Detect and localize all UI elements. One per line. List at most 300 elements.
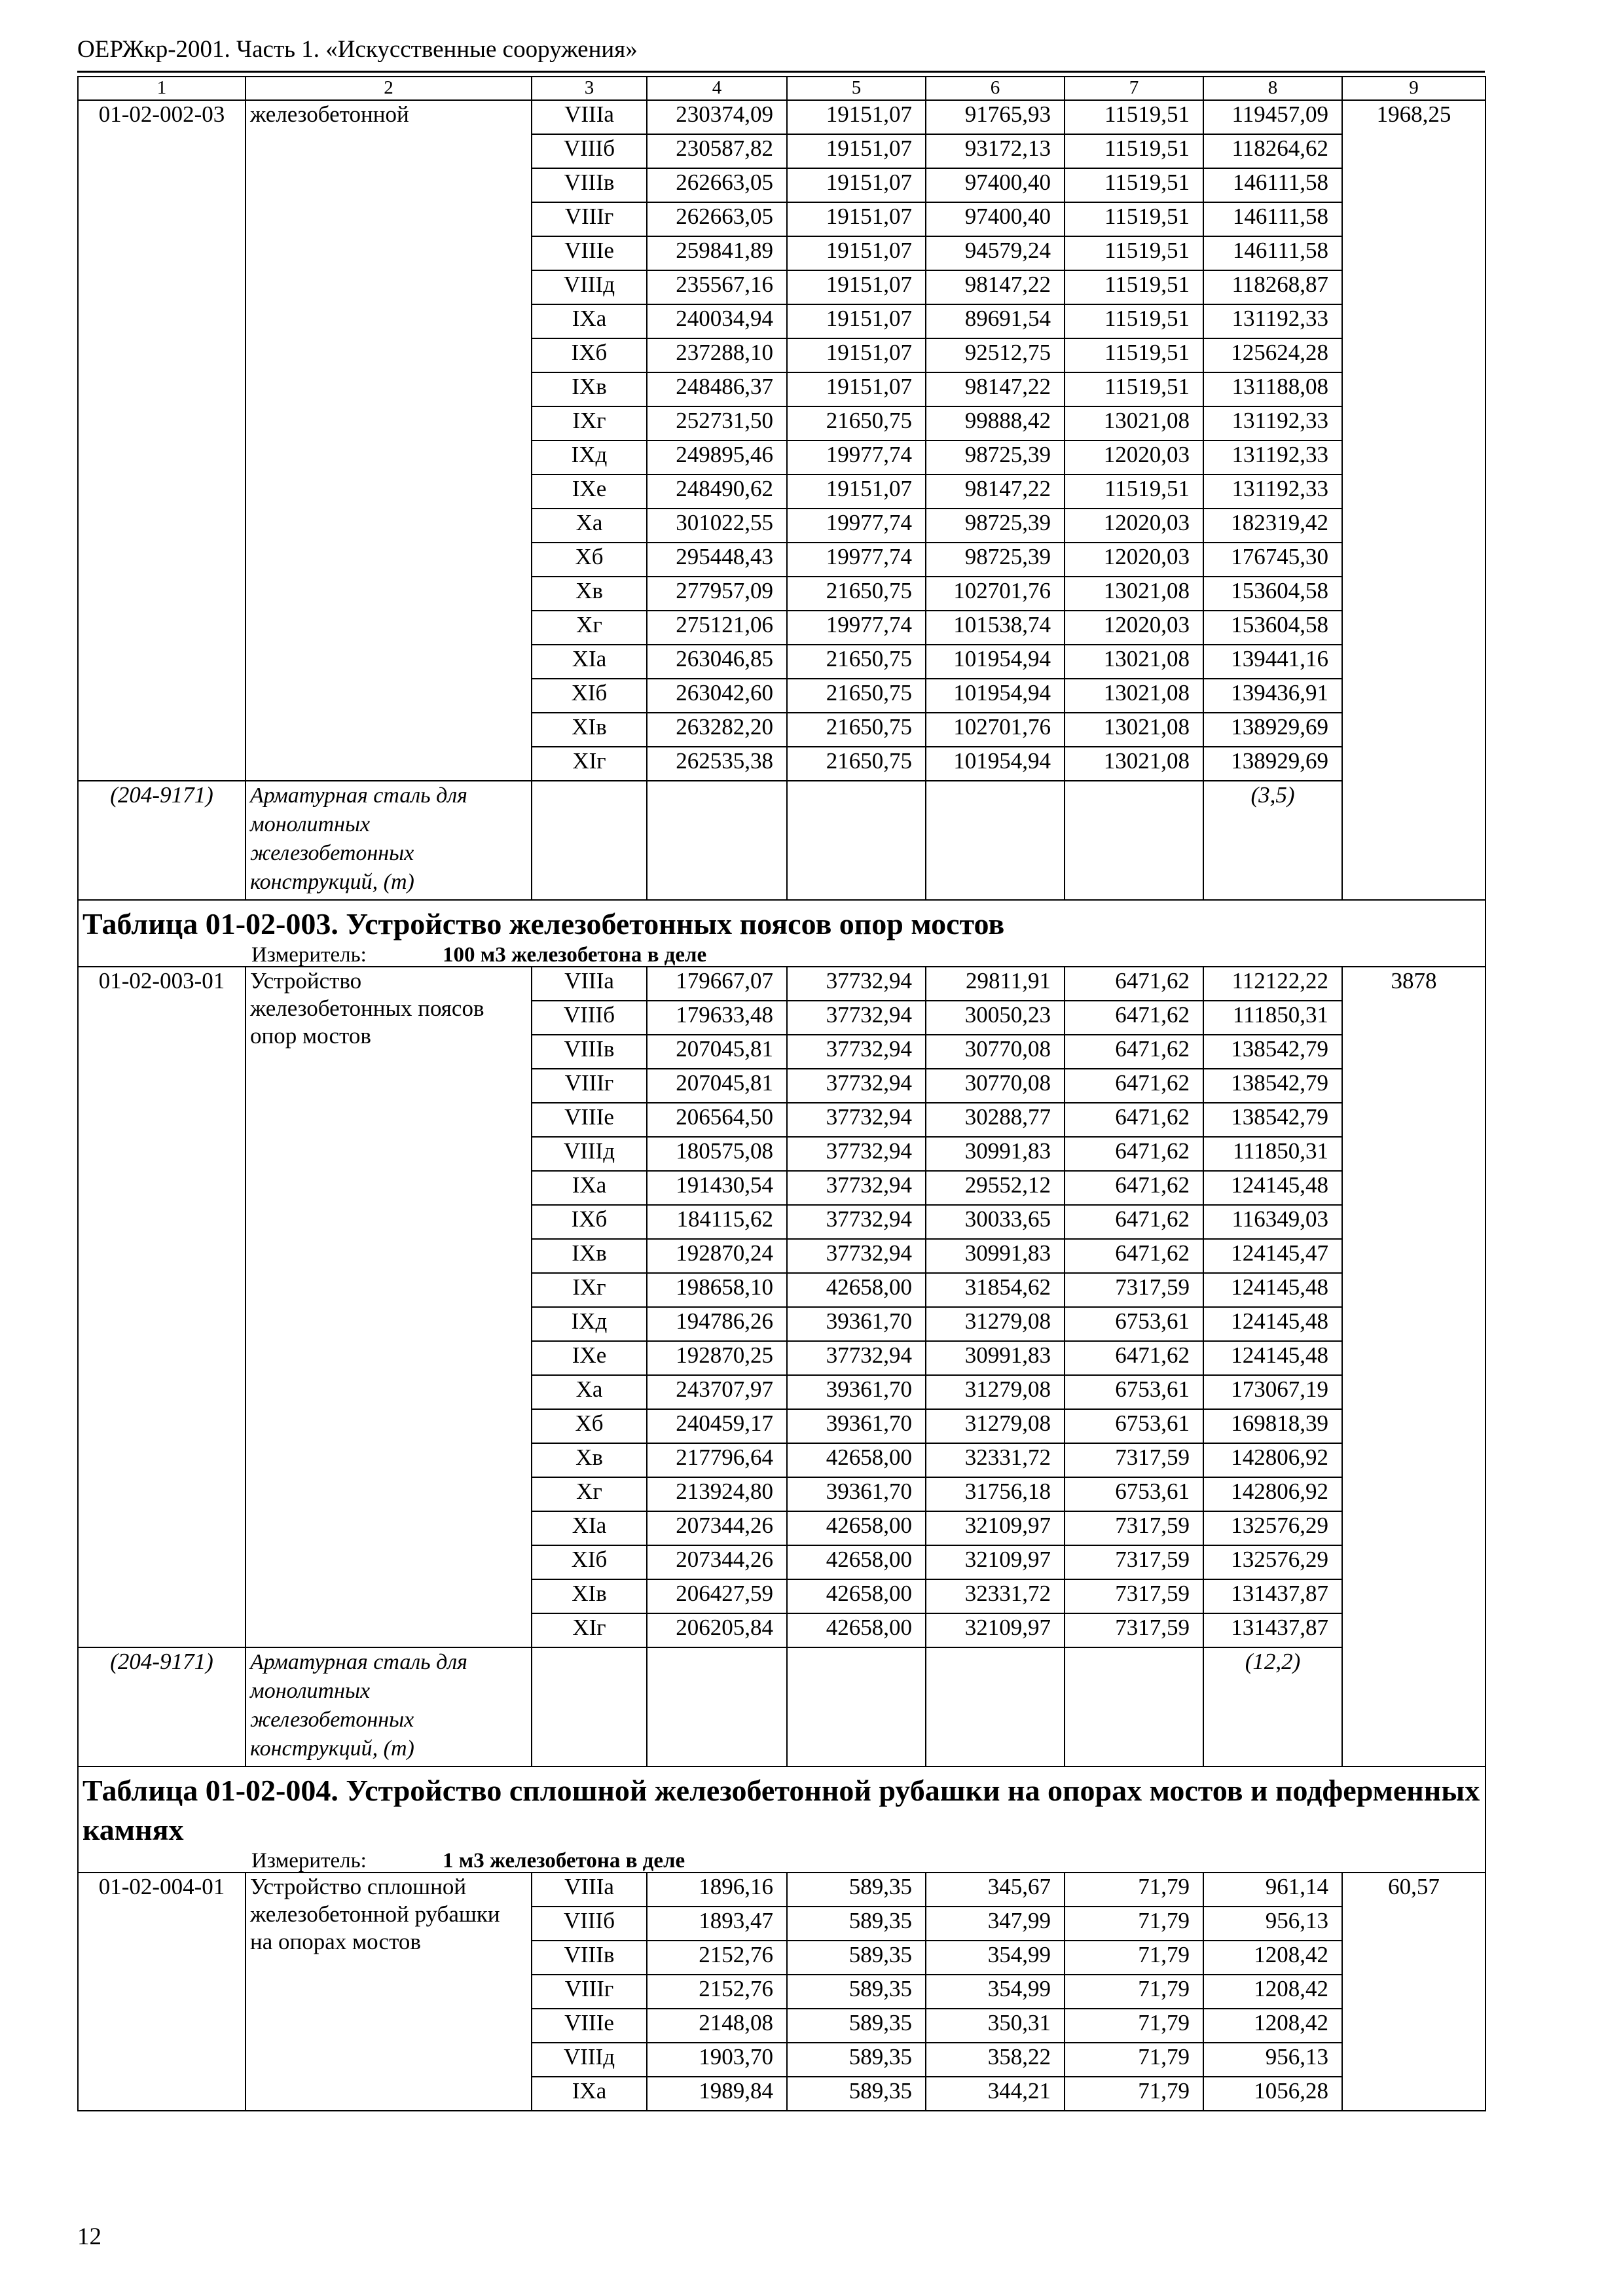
zone-cell: VIIIе xyxy=(532,236,647,270)
empty-cell xyxy=(787,1647,926,1767)
value-cell: 956,13 xyxy=(1203,2043,1342,2077)
zone-cell: IXг xyxy=(532,1273,647,1307)
value-cell: 961,14 xyxy=(1203,1873,1342,1907)
zone-cell: XIб xyxy=(532,1545,647,1579)
value-cell: 39361,70 xyxy=(787,1477,926,1511)
zone-cell: VIIIд xyxy=(532,1137,647,1171)
value-cell: 42658,00 xyxy=(787,1511,926,1545)
value-cell: 139441,16 xyxy=(1203,645,1342,679)
value-cell: 37732,94 xyxy=(787,1001,926,1035)
value-cell: 97400,40 xyxy=(926,202,1065,236)
column-number: 5 xyxy=(787,77,926,100)
value-cell: 11519,51 xyxy=(1065,338,1203,372)
value-cell: 11519,51 xyxy=(1065,168,1203,202)
value-cell: 42658,00 xyxy=(787,1273,926,1307)
zone-cell: XIв xyxy=(532,713,647,747)
value-cell: 11519,51 xyxy=(1065,304,1203,338)
zone-cell: IXе xyxy=(532,1341,647,1375)
value-cell: 19151,07 xyxy=(787,270,926,304)
value-cell: 101954,94 xyxy=(926,747,1065,781)
value-cell: 21650,75 xyxy=(787,713,926,747)
value-cell: 192870,24 xyxy=(647,1239,787,1273)
value-cell: 6753,61 xyxy=(1065,1307,1203,1341)
value-cell: 42658,00 xyxy=(787,1613,926,1647)
empty-cell xyxy=(787,781,926,900)
value-cell: 13021,08 xyxy=(1065,679,1203,713)
value-cell: 207045,81 xyxy=(647,1035,787,1069)
value-cell: 30991,83 xyxy=(926,1137,1065,1171)
value-cell: 262535,38 xyxy=(647,747,787,781)
value-cell: 71,79 xyxy=(1065,2077,1203,2111)
value-cell: 13021,08 xyxy=(1065,645,1203,679)
value-cell: 37732,94 xyxy=(787,967,926,1001)
zone-cell: Xа xyxy=(532,509,647,543)
value-cell: 71,79 xyxy=(1065,1907,1203,1941)
zone-cell: IXб xyxy=(532,1205,647,1239)
value-cell: 131192,33 xyxy=(1203,475,1342,509)
value-cell: 7317,59 xyxy=(1065,1511,1203,1545)
value-cell: 12020,03 xyxy=(1065,509,1203,543)
value-cell: 111850,31 xyxy=(1203,1137,1342,1171)
rate-code: 01-02-003-01 xyxy=(78,967,246,1647)
zone-cell: IXа xyxy=(532,304,647,338)
value-cell: 301022,55 xyxy=(647,509,787,543)
value-cell: 19151,07 xyxy=(787,304,926,338)
table-title: Таблица 01-02-004. Устройство сплошной железобетонной рубашки на опорах мостов и подферменных камнях xyxy=(78,1767,1486,1850)
value-cell: 97400,40 xyxy=(926,168,1065,202)
column-number: 9 xyxy=(1342,77,1486,100)
zone-cell: VIIIг xyxy=(532,1069,647,1103)
value-cell: 125624,28 xyxy=(1203,338,1342,372)
value-cell: 12020,03 xyxy=(1065,440,1203,475)
value-cell: 956,13 xyxy=(1203,1907,1342,1941)
zone-cell: VIIIг xyxy=(532,1975,647,2009)
value-cell: 30050,23 xyxy=(926,1001,1065,1035)
resource-quantity: (12,2) xyxy=(1203,1647,1342,1767)
value-cell: 275121,06 xyxy=(647,611,787,645)
column-number: 8 xyxy=(1203,77,1342,100)
value-cell: 42658,00 xyxy=(787,1579,926,1613)
rate-code: 01-02-002-03 xyxy=(78,100,246,781)
column-number: 1 xyxy=(78,77,246,100)
table-row xyxy=(78,967,1486,1001)
zone-cell: XIг xyxy=(532,747,647,781)
column-number: 7 xyxy=(1065,77,1203,100)
value-cell: 262663,05 xyxy=(647,168,787,202)
value-cell: 7317,59 xyxy=(1065,1613,1203,1647)
value-cell: 71,79 xyxy=(1065,2043,1203,2077)
value-cell: 191430,54 xyxy=(647,1171,787,1205)
value-cell: 2152,76 xyxy=(647,1975,787,2009)
value-cell: 350,31 xyxy=(926,2009,1065,2043)
value-cell: 139436,91 xyxy=(1203,679,1342,713)
work-name: Устройство железобетонных поясов опор мостов xyxy=(246,967,532,1647)
value-cell: 32331,72 xyxy=(926,1443,1065,1477)
value-cell: 30288,77 xyxy=(926,1103,1065,1137)
value-cell: 37732,94 xyxy=(787,1035,926,1069)
value-cell: 138929,69 xyxy=(1203,747,1342,781)
value-cell: 131192,33 xyxy=(1203,440,1342,475)
value-cell: 198658,10 xyxy=(647,1273,787,1307)
value-cell: 132576,29 xyxy=(1203,1545,1342,1579)
value-cell: 71,79 xyxy=(1065,1873,1203,1907)
value-cell: 31279,08 xyxy=(926,1307,1065,1341)
value-cell: 7317,59 xyxy=(1065,1545,1203,1579)
resource-name: Арматурная сталь для монолитных железобетонных конструкций, (т) xyxy=(246,781,532,900)
zone-cell: XIв xyxy=(532,1579,647,1613)
value-cell: 131192,33 xyxy=(1203,304,1342,338)
value-cell: 1208,42 xyxy=(1203,1975,1342,2009)
value-cell: 589,35 xyxy=(787,1975,926,2009)
value-cell: 240034,94 xyxy=(647,304,787,338)
value-cell: 138542,79 xyxy=(1203,1035,1342,1069)
value-cell: 37732,94 xyxy=(787,1171,926,1205)
table-row xyxy=(78,100,1486,134)
value-cell: 21650,75 xyxy=(787,645,926,679)
value-cell: 252731,50 xyxy=(647,406,787,440)
value-cell: 19977,74 xyxy=(787,509,926,543)
work-name: железобетонной xyxy=(246,100,532,781)
value-cell: 124145,48 xyxy=(1203,1171,1342,1205)
zone-cell: XIг xyxy=(532,1613,647,1647)
column-number-row xyxy=(78,77,1486,100)
value-cell: 31279,08 xyxy=(926,1375,1065,1409)
value-cell: 1893,47 xyxy=(647,1907,787,1941)
zone-cell: IXб xyxy=(532,338,647,372)
value-cell: 138929,69 xyxy=(1203,713,1342,747)
value-cell: 89691,54 xyxy=(926,304,1065,338)
resource-quantity: (3,5) xyxy=(1203,781,1342,900)
value-cell: 124145,48 xyxy=(1203,1341,1342,1375)
value-cell: 237288,10 xyxy=(647,338,787,372)
value-cell: 98725,39 xyxy=(926,509,1065,543)
value-cell: 249895,46 xyxy=(647,440,787,475)
meter-row xyxy=(78,944,1486,967)
value-cell: 248490,62 xyxy=(647,475,787,509)
value-cell: 21650,75 xyxy=(787,747,926,781)
value-cell: 344,21 xyxy=(926,2077,1065,2111)
value-cell: 98147,22 xyxy=(926,270,1065,304)
meter-row xyxy=(78,1850,1486,1873)
value-cell: 182319,42 xyxy=(1203,509,1342,543)
empty-cell xyxy=(532,781,647,900)
value-cell: 1903,70 xyxy=(647,2043,787,2077)
zone-cell: XIб xyxy=(532,679,647,713)
value-cell: 263282,20 xyxy=(647,713,787,747)
labor-value: 60,57 xyxy=(1342,1873,1486,2111)
value-cell: 71,79 xyxy=(1065,2009,1203,2043)
zone-cell: VIIIд xyxy=(532,2043,647,2077)
value-cell: 6471,62 xyxy=(1065,1341,1203,1375)
document-header: ОЕРЖкр-2001. Часть 1. «Искусственные сооружения» xyxy=(77,36,638,63)
value-cell: 230587,82 xyxy=(647,134,787,168)
value-cell: 131437,87 xyxy=(1203,1613,1342,1647)
value-cell: 7317,59 xyxy=(1065,1579,1203,1613)
value-cell: 31279,08 xyxy=(926,1409,1065,1443)
value-cell: 19151,07 xyxy=(787,202,926,236)
value-cell: 153604,58 xyxy=(1203,611,1342,645)
value-cell: 19151,07 xyxy=(787,372,926,406)
value-cell: 13021,08 xyxy=(1065,713,1203,747)
table-title-row xyxy=(78,900,1486,944)
value-cell: 142806,92 xyxy=(1203,1477,1342,1511)
value-cell: 19151,07 xyxy=(787,100,926,134)
zone-cell: VIIIе xyxy=(532,2009,647,2043)
value-cell: 30770,08 xyxy=(926,1069,1065,1103)
value-cell: 32109,97 xyxy=(926,1613,1065,1647)
value-cell: 153604,58 xyxy=(1203,577,1342,611)
value-cell: 213924,80 xyxy=(647,1477,787,1511)
value-cell: 124145,48 xyxy=(1203,1273,1342,1307)
value-cell: 118268,87 xyxy=(1203,270,1342,304)
value-cell: 13021,08 xyxy=(1065,406,1203,440)
value-cell: 98147,22 xyxy=(926,475,1065,509)
empty-cell xyxy=(647,781,787,900)
zone-cell: XIа xyxy=(532,1511,647,1545)
value-cell: 11519,51 xyxy=(1065,100,1203,134)
page-number: 12 xyxy=(77,2223,101,2250)
value-cell: 263042,60 xyxy=(647,679,787,713)
value-cell: 19151,07 xyxy=(787,168,926,202)
value-cell: 31854,62 xyxy=(926,1273,1065,1307)
value-cell: 98725,39 xyxy=(926,440,1065,475)
table-title: Таблица 01-02-003. Устройство железобетонных поясов опор мостов xyxy=(78,900,1486,944)
value-cell: 146111,58 xyxy=(1203,168,1342,202)
value-cell: 131192,33 xyxy=(1203,406,1342,440)
value-cell: 39361,70 xyxy=(787,1375,926,1409)
resource-code: (204-9171) xyxy=(78,781,246,900)
meter-label: Измеритель: xyxy=(251,944,367,967)
value-cell: 37732,94 xyxy=(787,1103,926,1137)
resource-code: (204-9171) xyxy=(78,1647,246,1767)
value-cell: 13021,08 xyxy=(1065,747,1203,781)
meter-value: 100 м3 железобетона в деле xyxy=(443,944,707,967)
zone-cell: IXа xyxy=(532,1171,647,1205)
value-cell: 124145,48 xyxy=(1203,1307,1342,1341)
column-number: 4 xyxy=(647,77,787,100)
value-cell: 2152,76 xyxy=(647,1941,787,1975)
value-cell: 37732,94 xyxy=(787,1205,926,1239)
value-cell: 12020,03 xyxy=(1065,543,1203,577)
value-cell: 32109,97 xyxy=(926,1545,1065,1579)
value-cell: 101954,94 xyxy=(926,645,1065,679)
empty-cell xyxy=(532,1647,647,1767)
value-cell: 6471,62 xyxy=(1065,1239,1203,1273)
value-cell: 146111,58 xyxy=(1203,202,1342,236)
value-cell: 207344,26 xyxy=(647,1511,787,1545)
meter-cell xyxy=(78,944,1486,967)
value-cell: 29552,12 xyxy=(926,1171,1065,1205)
value-cell: 263046,85 xyxy=(647,645,787,679)
value-cell: 42658,00 xyxy=(787,1443,926,1477)
value-cell: 19977,74 xyxy=(787,440,926,475)
value-cell: 39361,70 xyxy=(787,1307,926,1341)
zone-cell: Xг xyxy=(532,611,647,645)
rate-code: 01-02-004-01 xyxy=(78,1873,246,2111)
value-cell: 589,35 xyxy=(787,1873,926,1907)
column-number: 6 xyxy=(926,77,1065,100)
value-cell: 19151,07 xyxy=(787,338,926,372)
value-cell: 146111,58 xyxy=(1203,236,1342,270)
column-number: 2 xyxy=(246,77,532,100)
empty-cell xyxy=(647,1647,787,1767)
value-cell: 142806,92 xyxy=(1203,1443,1342,1477)
value-cell: 277957,09 xyxy=(647,577,787,611)
zone-cell: IXд xyxy=(532,440,647,475)
value-cell: 1208,42 xyxy=(1203,2009,1342,2043)
value-cell: 71,79 xyxy=(1065,1941,1203,1975)
value-cell: 1989,84 xyxy=(647,2077,787,2111)
value-cell: 101954,94 xyxy=(926,679,1065,713)
zone-cell: Xб xyxy=(532,1409,647,1443)
value-cell: 13021,08 xyxy=(1065,577,1203,611)
value-cell: 39361,70 xyxy=(787,1409,926,1443)
value-cell: 99888,42 xyxy=(926,406,1065,440)
value-cell: 206205,84 xyxy=(647,1613,787,1647)
value-cell: 11519,51 xyxy=(1065,134,1203,168)
value-cell: 6753,61 xyxy=(1065,1409,1203,1443)
value-cell: 11519,51 xyxy=(1065,372,1203,406)
zone-cell: Xа xyxy=(532,1375,647,1409)
value-cell: 32331,72 xyxy=(926,1579,1065,1613)
value-cell: 230374,09 xyxy=(647,100,787,134)
empty-cell xyxy=(926,781,1065,900)
value-cell: 6753,61 xyxy=(1065,1477,1203,1511)
value-cell: 138542,79 xyxy=(1203,1069,1342,1103)
value-cell: 180575,08 xyxy=(647,1137,787,1171)
value-cell: 295448,43 xyxy=(647,543,787,577)
note-row xyxy=(78,781,1486,900)
value-cell: 94579,24 xyxy=(926,236,1065,270)
value-cell: 354,99 xyxy=(926,1975,1065,2009)
value-cell: 248486,37 xyxy=(647,372,787,406)
value-cell: 1056,28 xyxy=(1203,2077,1342,2111)
value-cell: 119457,09 xyxy=(1203,100,1342,134)
value-cell: 32109,97 xyxy=(926,1511,1065,1545)
value-cell: 91765,93 xyxy=(926,100,1065,134)
value-cell: 206564,50 xyxy=(647,1103,787,1137)
value-cell: 262663,05 xyxy=(647,202,787,236)
value-cell: 21650,75 xyxy=(787,577,926,611)
resource-name: Арматурная сталь для монолитных железобетонных конструкций, (т) xyxy=(246,1647,532,1767)
value-cell: 235567,16 xyxy=(647,270,787,304)
value-cell: 111850,31 xyxy=(1203,1001,1342,1035)
value-cell: 131188,08 xyxy=(1203,372,1342,406)
meter-value: 1 м3 железобетона в деле xyxy=(443,1850,685,1873)
zone-cell: VIIIг xyxy=(532,202,647,236)
empty-cell xyxy=(1065,1647,1203,1767)
value-cell: 589,35 xyxy=(787,2043,926,2077)
value-cell: 124145,47 xyxy=(1203,1239,1342,1273)
value-cell: 6471,62 xyxy=(1065,1001,1203,1035)
value-cell: 30770,08 xyxy=(926,1035,1065,1069)
value-cell: 1208,42 xyxy=(1203,1941,1342,1975)
zone-cell: Xв xyxy=(532,1443,647,1477)
value-cell: 6471,62 xyxy=(1065,1137,1203,1171)
value-cell: 21650,75 xyxy=(787,406,926,440)
zone-cell: IXв xyxy=(532,372,647,406)
table-row xyxy=(78,1873,1486,1907)
value-cell: 1896,16 xyxy=(647,1873,787,1907)
zone-cell: Xв xyxy=(532,577,647,611)
value-cell: 7317,59 xyxy=(1065,1443,1203,1477)
empty-cell xyxy=(1065,781,1203,900)
zone-cell: VIIIе xyxy=(532,1103,647,1137)
value-cell: 138542,79 xyxy=(1203,1103,1342,1137)
value-cell: 6471,62 xyxy=(1065,967,1203,1001)
zone-cell: IXг xyxy=(532,406,647,440)
rates-table xyxy=(77,76,1486,2111)
zone-cell: VIIIб xyxy=(532,1907,647,1941)
value-cell: 30991,83 xyxy=(926,1341,1065,1375)
header-rule xyxy=(77,71,1485,73)
value-cell: 176745,30 xyxy=(1203,543,1342,577)
value-cell: 19151,07 xyxy=(787,236,926,270)
value-cell: 217796,64 xyxy=(647,1443,787,1477)
zone-cell: Xб xyxy=(532,543,647,577)
value-cell: 354,99 xyxy=(926,1941,1065,1975)
value-cell: 207045,81 xyxy=(647,1069,787,1103)
value-cell: 102701,76 xyxy=(926,577,1065,611)
value-cell: 71,79 xyxy=(1065,1975,1203,2009)
value-cell: 29811,91 xyxy=(926,967,1065,1001)
value-cell: 6471,62 xyxy=(1065,1103,1203,1137)
zone-cell: VIIIб xyxy=(532,1001,647,1035)
value-cell: 192870,25 xyxy=(647,1341,787,1375)
value-cell: 11519,51 xyxy=(1065,202,1203,236)
value-cell: 206427,59 xyxy=(647,1579,787,1613)
zone-cell: IXа xyxy=(532,2077,647,2111)
value-cell: 589,35 xyxy=(787,2009,926,2043)
meter-cell xyxy=(78,1850,1486,1873)
value-cell: 37732,94 xyxy=(787,1137,926,1171)
value-cell: 112122,22 xyxy=(1203,967,1342,1001)
zone-cell: IXд xyxy=(532,1307,647,1341)
value-cell: 589,35 xyxy=(787,1907,926,1941)
value-cell: 6753,61 xyxy=(1065,1375,1203,1409)
value-cell: 11519,51 xyxy=(1065,236,1203,270)
value-cell: 98147,22 xyxy=(926,372,1065,406)
value-cell: 179633,48 xyxy=(647,1001,787,1035)
table-title-row xyxy=(78,1767,1486,1850)
value-cell: 12020,03 xyxy=(1065,611,1203,645)
value-cell: 358,22 xyxy=(926,2043,1065,2077)
value-cell: 179667,07 xyxy=(647,967,787,1001)
zone-cell: IXв xyxy=(532,1239,647,1273)
value-cell: 118264,62 xyxy=(1203,134,1342,168)
value-cell: 589,35 xyxy=(787,2077,926,2111)
value-cell: 7317,59 xyxy=(1065,1273,1203,1307)
work-name: Устройство сплошной железобетонной рубашки на опорах мостов xyxy=(246,1873,532,2111)
value-cell: 207344,26 xyxy=(647,1545,787,1579)
value-cell: 19977,74 xyxy=(787,543,926,577)
value-cell: 98725,39 xyxy=(926,543,1065,577)
zone-cell: VIIIв xyxy=(532,1941,647,1975)
labor-value: 3878 xyxy=(1342,967,1486,1767)
value-cell: 30033,65 xyxy=(926,1205,1065,1239)
value-cell: 19977,74 xyxy=(787,611,926,645)
value-cell: 2148,08 xyxy=(647,2009,787,2043)
zone-cell: XIа xyxy=(532,645,647,679)
value-cell: 589,35 xyxy=(787,1941,926,1975)
value-cell: 169818,39 xyxy=(1203,1409,1342,1443)
zone-cell: VIIIб xyxy=(532,134,647,168)
value-cell: 347,99 xyxy=(926,1907,1065,1941)
value-cell: 132576,29 xyxy=(1203,1511,1342,1545)
note-row xyxy=(78,1647,1486,1767)
value-cell: 37732,94 xyxy=(787,1239,926,1273)
value-cell: 21650,75 xyxy=(787,679,926,713)
